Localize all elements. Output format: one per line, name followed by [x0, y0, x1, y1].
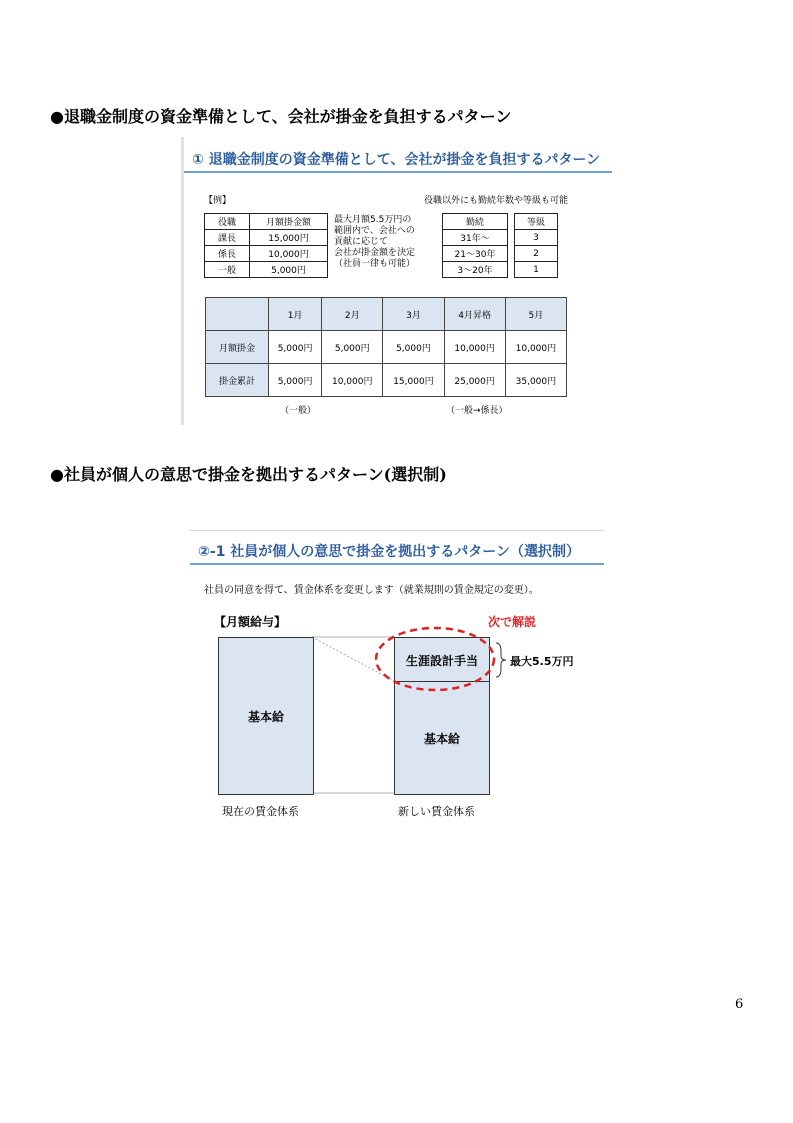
value-cell: 5,000円: [322, 331, 383, 364]
brace-icon: [494, 641, 508, 679]
grade-cell: 3: [515, 230, 558, 246]
tenure-header: 勤続: [443, 214, 508, 230]
salary-label: 【月額給与】: [214, 615, 287, 629]
section2-heading: ●社員が個人の意思で掛金を拠出するパターン(選択制): [50, 465, 447, 484]
month-header: 2月: [322, 298, 383, 331]
value-cell: 25,000円: [444, 364, 505, 397]
max-amount-label: 最大5.5万円: [510, 655, 574, 668]
explanation-line: 貢献に応じて: [334, 237, 389, 247]
row-label: 月額掛金: [206, 331, 269, 364]
position-cell: 係長: [205, 246, 250, 262]
grade-table: [514, 213, 558, 278]
page-number: 6: [735, 997, 744, 1012]
row-label: 掛金累計: [206, 364, 269, 397]
month-header: 5月: [505, 298, 566, 331]
grade-cell: 1: [515, 262, 558, 278]
corner-cell: [206, 298, 269, 331]
amount-cell: 10,000円: [250, 246, 328, 262]
tenure-cell: 3〜20年: [443, 262, 508, 278]
allocation-explanation: [334, 215, 415, 270]
month-header: 3月: [383, 298, 444, 331]
highlight-ellipse-icon: [372, 623, 498, 695]
next-explanation-label: 次で解説: [488, 615, 537, 629]
grade-cell: 2: [515, 246, 558, 262]
example-note: 役職以外にも勤続年数や等級も可能: [424, 196, 569, 206]
section1-heading: ●退職金制度の資金準備として、会社が掛金を負担するパターン: [50, 107, 512, 126]
new-base-salary-box: 基本給: [394, 681, 490, 795]
current-system-caption: 現在の賃金体系: [222, 805, 299, 818]
value-cell: 10,000円: [322, 364, 383, 397]
monthly-contribution-table: [205, 297, 567, 397]
month-header: 4月昇格: [444, 298, 505, 331]
grade-note-left: （一般）: [280, 406, 317, 416]
amount-cell: 15,000円: [250, 230, 328, 246]
example-label: 【例】: [204, 196, 232, 206]
current-base-salary-box: 基本給: [218, 637, 314, 795]
section2-panel: [190, 530, 604, 823]
position-cell: 一般: [205, 262, 250, 278]
panel-title-rule: [184, 171, 612, 173]
value-cell: 5,000円: [269, 364, 322, 397]
lifetime-plan-allowance-box: 生涯設計手当: [394, 637, 490, 683]
section1-panel: [181, 137, 612, 425]
value-cell: 10,000円: [444, 331, 505, 364]
position-table: [204, 213, 328, 278]
explanation-line: 会社が掛金額を決定: [334, 248, 416, 258]
explanation-line: 範囲内で、会社への: [334, 226, 415, 236]
value-cell: 35,000円: [505, 364, 566, 397]
amount-cell: 5,000円: [250, 262, 328, 278]
change-description: 社員の同意を得て、賃金体系を変更します（就業規則の賃金規定の変更）。: [204, 585, 539, 596]
value-cell: 5,000円: [269, 331, 322, 364]
month-header: 1月: [269, 298, 322, 331]
value-cell: 15,000円: [383, 364, 444, 397]
explanation-line: （社員一律も可能）: [334, 259, 416, 269]
tenure-table: [442, 213, 508, 278]
new-system-caption: 新しい賃金体系: [398, 805, 475, 818]
position-cell: 課長: [205, 230, 250, 246]
value-cell: 10,000円: [505, 331, 566, 364]
amount-header: 月額掛金額: [250, 214, 328, 230]
grade-note-right: （一般→係長）: [446, 406, 508, 416]
section1-panel-title: ① 退職金制度の資金準備として、会社が掛金を負担するパターン: [192, 152, 601, 168]
grade-header: 等級: [515, 214, 558, 230]
section2-panel-title: ②-1 社員が個人の意思で掛金を拠出するパターン（選択制）: [198, 544, 580, 560]
tenure-cell: 31年〜: [443, 230, 508, 246]
explanation-line: 最大月額5.5万円の: [334, 215, 412, 225]
value-cell: 5,000円: [383, 331, 444, 364]
tenure-cell: 21〜30年: [443, 246, 508, 262]
position-header: 役職: [205, 214, 250, 230]
